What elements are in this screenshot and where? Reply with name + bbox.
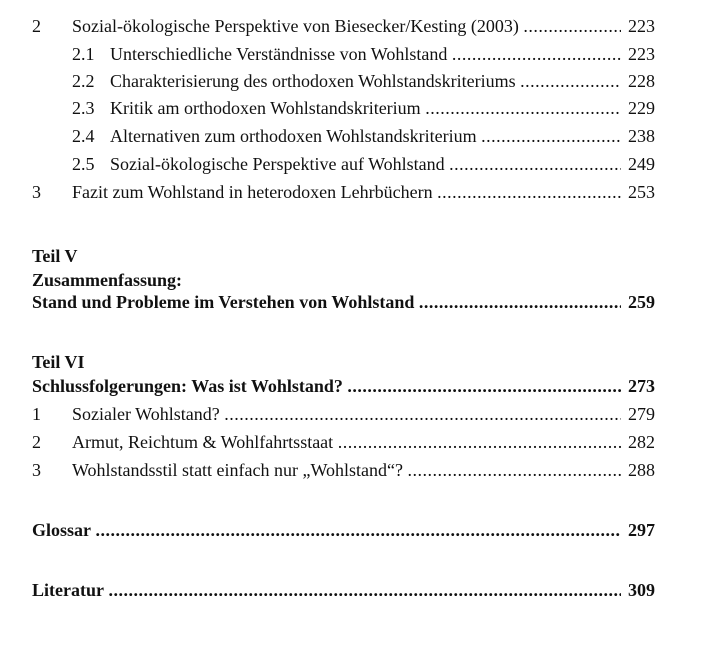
toc-entry	[0, 14, 704, 38]
toc-entry-title: Unterschiedliche Verständnisse von Wohlstand	[110, 44, 448, 64]
toc-entry-number: 1	[32, 404, 41, 424]
toc-entry-page: 229	[621, 96, 655, 120]
literatur-title: Literatur	[32, 580, 104, 600]
toc-entry	[0, 152, 704, 176]
toc-entry	[0, 96, 704, 120]
toc-entry-title: Sozial-ökologische Perspektive von Biesecker/Kesting (2003)	[72, 16, 519, 36]
literatur-page: 309	[621, 578, 655, 602]
toc-entry-page: 279	[621, 402, 655, 426]
toc-entry-number: 2.3	[72, 98, 95, 118]
literatur-entry	[0, 578, 704, 602]
glossar-entry	[0, 518, 704, 542]
toc-entry-page: 249	[621, 152, 655, 176]
toc-entry-title: Kritik am orthodoxen Wohlstandskriterium	[110, 98, 421, 118]
part-label: Teil VI	[32, 352, 85, 372]
glossar-title: Glossar	[32, 520, 92, 540]
toc-entry-number: 2.4	[72, 126, 95, 146]
toc-entry	[0, 180, 704, 204]
toc-entry	[0, 69, 704, 93]
toc-entry-title: Wohlstandsstil statt einfach nur „Wohlstand“?	[72, 460, 404, 480]
toc-entry-title: Armut, Reichtum & Wohlfahrtsstaat	[72, 432, 334, 452]
part-page: 273	[621, 374, 655, 398]
glossar-page: 297	[621, 518, 655, 542]
toc-entry-page: 228	[621, 69, 655, 93]
part-subtitle: Zusammenfassung:	[32, 270, 183, 290]
part-page: 259	[621, 290, 655, 314]
toc-entry	[0, 430, 704, 454]
toc-entry-number: 3	[32, 182, 41, 202]
part-title: Stand und Probleme im Verstehen von Wohlstand	[32, 292, 415, 312]
toc-entry	[0, 402, 704, 426]
part-heading	[0, 374, 704, 398]
toc-entry-page: 223	[621, 14, 655, 38]
toc-entry-page: 253	[621, 180, 655, 204]
toc-entry	[0, 124, 704, 148]
toc-entry-number: 2.5	[72, 154, 95, 174]
part-heading	[0, 290, 704, 314]
toc-entry-number: 2	[32, 16, 41, 36]
toc-entry-title: Charakterisierung des orthodoxen Wohlstandskriteriums	[110, 71, 516, 91]
toc-entry-page: 238	[621, 124, 655, 148]
toc-entry-page: 223	[621, 42, 655, 66]
toc-entry-number: 3	[32, 460, 41, 480]
toc-entry-title: Fazit zum Wohlstand in heterodoxen Lehrbüchern	[72, 182, 433, 202]
toc-entry	[0, 42, 704, 66]
toc-entry-title: Alternativen zum orthodoxen Wohlstandskriterium	[110, 126, 477, 146]
toc-entry	[0, 458, 704, 482]
toc-entry-page: 282	[621, 430, 655, 454]
toc-entry-number: 2.2	[72, 71, 95, 91]
toc-entry-title: Sozialer Wohlstand?	[72, 404, 220, 424]
toc-entry-page: 288	[621, 458, 655, 482]
part-title: Schlussfolgerungen: Was ist Wohlstand?	[32, 376, 343, 396]
toc-entry-title: Sozial-ökologische Perspektive auf Wohlstand	[110, 154, 445, 174]
toc-entry-number: 2.1	[72, 44, 95, 64]
part-label: Teil V	[32, 246, 78, 266]
toc-entry-number: 2	[32, 432, 41, 452]
